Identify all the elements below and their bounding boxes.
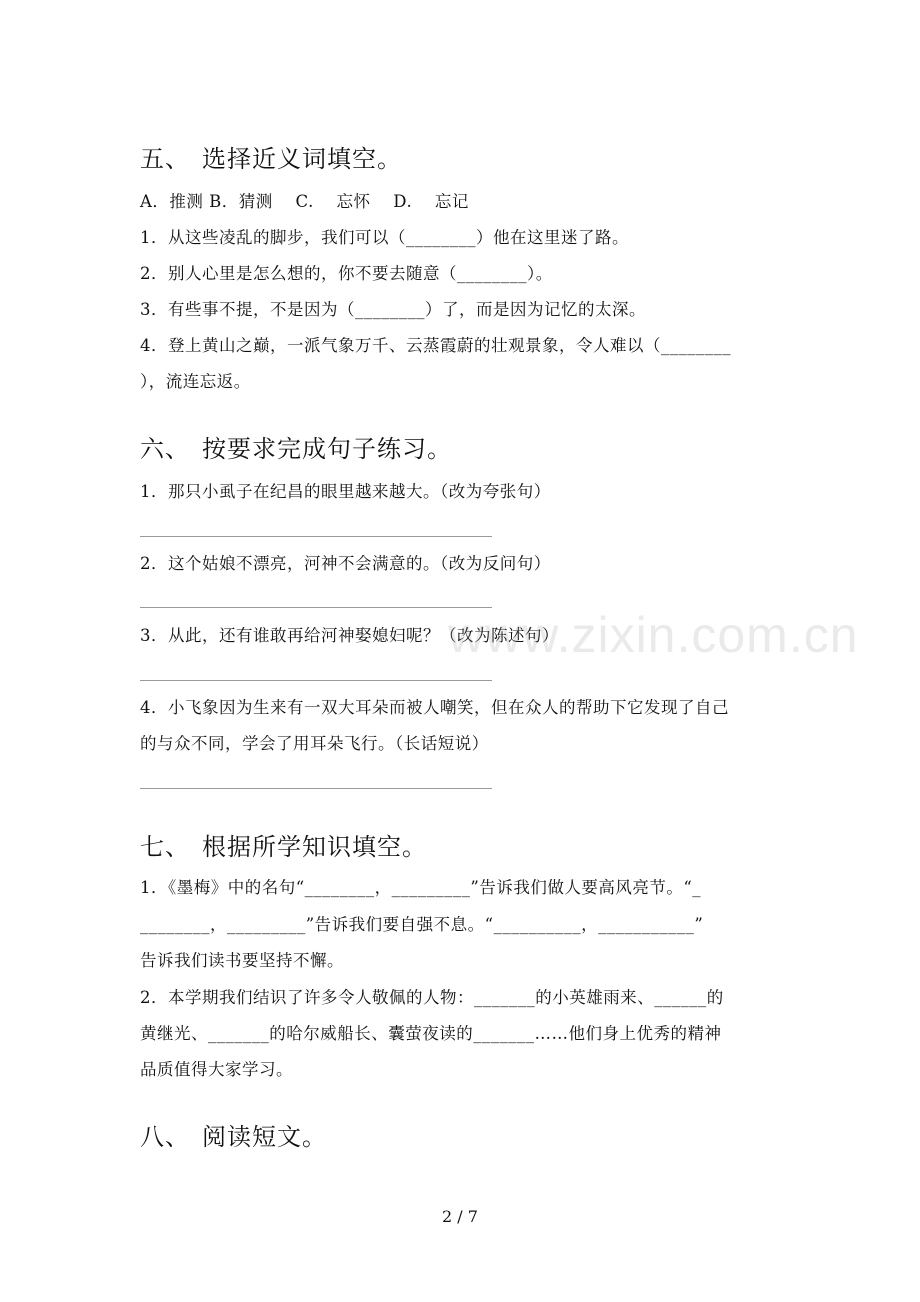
section-6-title bbox=[140, 434, 452, 464]
section-7-item-1-line-3: 告诉我们读书要坚持不懈。 bbox=[140, 951, 344, 970]
section-7-heading: 根据所学知识填空。 bbox=[202, 833, 427, 861]
section-6-item-4-continued: 的与众不同，学会了用耳朵飞行。（长话短说） bbox=[140, 734, 489, 753]
section-7-item-2-line-3: 品质值得大家学习。 bbox=[140, 1060, 293, 1079]
section-7-item-1-line-2: ________，_________”告诉我们要自强不息。“__________，___________” bbox=[140, 915, 704, 934]
section-6-number: 六、 bbox=[140, 435, 190, 463]
section-5-item-3: 3．有些事不提，不是因为（________）了，而是因为记忆的太深。 bbox=[140, 300, 646, 319]
page-number: 2 / 7 bbox=[442, 1207, 478, 1226]
section-7-item-2-line-2: 黄继光、_______的哈尔威船长、囊萤夜读的_______……他们身上优秀的精神 bbox=[140, 1024, 722, 1043]
section-5-options: A．推测 B．猜测 C. 忘怀 D. 忘记 bbox=[140, 192, 469, 211]
section-5-item-4-continued: ），流连忘返。 bbox=[140, 372, 251, 391]
section-5-number: 五、 bbox=[140, 145, 190, 173]
section-6-heading: 按要求完成句子练习。 bbox=[202, 435, 452, 463]
answer-line-3 bbox=[140, 680, 492, 681]
section-8-heading: 阅读短文。 bbox=[202, 1123, 327, 1151]
section-8-title bbox=[140, 1122, 327, 1152]
section-6-item-2: 2．这个姑娘不漂亮，河神不会满意的。（改为反问句） bbox=[140, 554, 551, 573]
section-6-item-1: 1．那只小虱子在纪昌的眼里越来越大。（改为夸张句） bbox=[140, 482, 551, 501]
section-6-item-3: 3．从此，还有谁敢再给河神娶媳妇呢？（改为陈述句） bbox=[140, 626, 559, 645]
section-7-item-2: 2．本学期我们结识了许多令人敬佩的人物：_______的小英雄雨来、______的 bbox=[140, 988, 724, 1007]
section-6-item-4: 4．小飞象因为生来有一双大耳朵而被人嘲笑，但在众人的帮助下它发现了自己 bbox=[140, 698, 729, 717]
answer-line-2 bbox=[140, 607, 492, 608]
section-5-title bbox=[140, 144, 402, 174]
answer-line-1 bbox=[140, 536, 492, 537]
section-7-number: 七、 bbox=[140, 833, 190, 861]
watermark: www.zixin.com.cn bbox=[448, 607, 859, 663]
section-5-item-4: 4．登上黄山之巅，一派气象万千、云蒸霞蔚的壮观景象，令人难以（________ bbox=[140, 336, 731, 355]
answer-line-4 bbox=[140, 788, 492, 789]
section-5-heading: 选择近义词填空。 bbox=[202, 145, 402, 173]
section-8-number: 八、 bbox=[140, 1123, 190, 1151]
section-5-item-2: 2．别人心里是怎么想的，你不要去随意（________）。 bbox=[140, 264, 553, 283]
section-7-item-1: 1．《墨梅》中的名句“________，_________”告诉我们做人要高风亮节。“_ bbox=[140, 878, 702, 897]
section-7-title bbox=[140, 832, 427, 862]
section-5-item-1: 1．从这些凌乱的脚步，我们可以（________）他在这里迷了路。 bbox=[140, 228, 629, 247]
